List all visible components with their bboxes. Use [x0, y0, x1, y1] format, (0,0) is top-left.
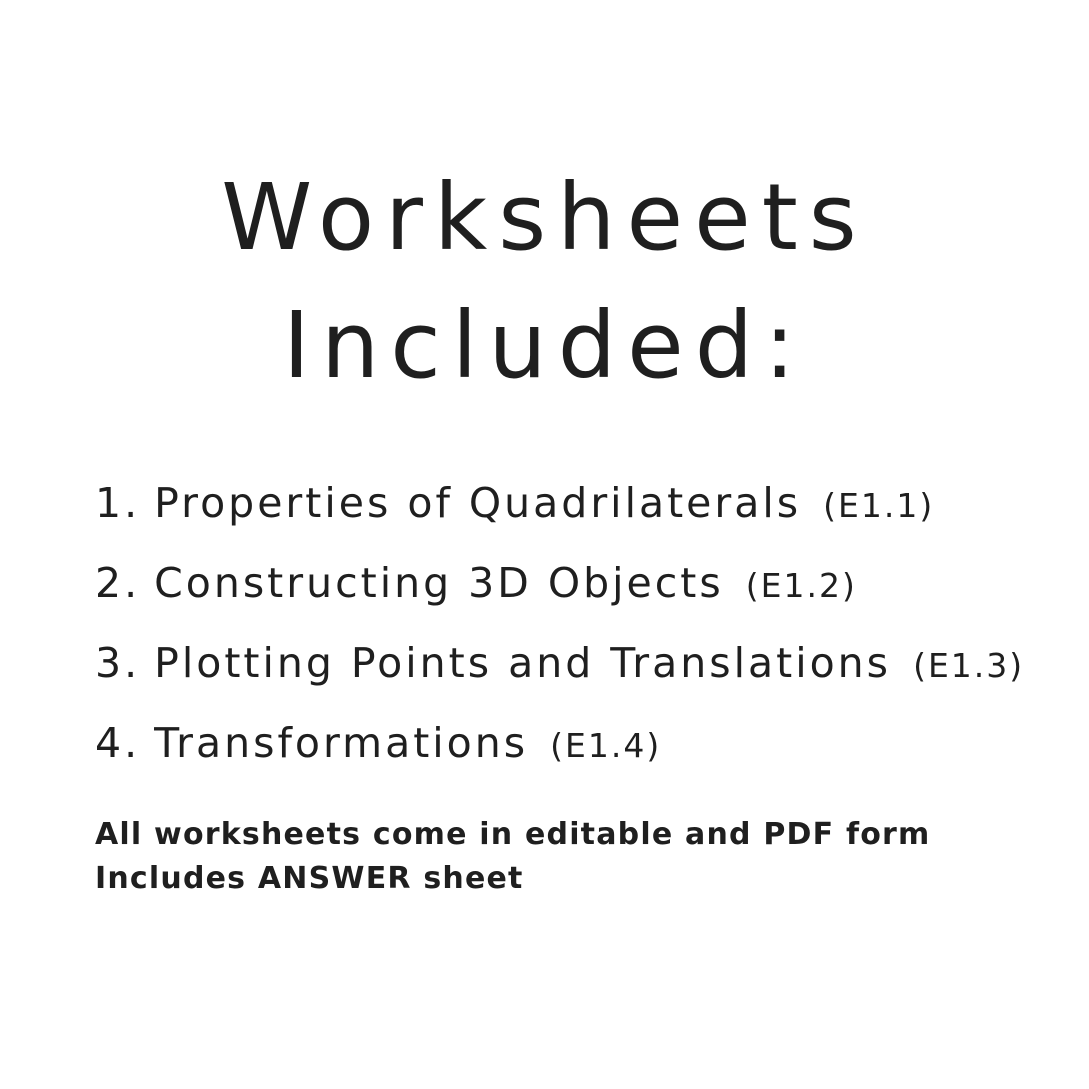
item-name: Plotting Points and Translations [154, 639, 892, 687]
item-number: 4. [95, 719, 141, 767]
list-item [95, 718, 1024, 798]
editable-note: All worksheets come in editable and PDF form [95, 817, 931, 852]
item-number: 2. [95, 559, 141, 607]
item-number: 1. [95, 479, 141, 527]
item-name: Properties of Quadrilaterals [154, 479, 802, 527]
item-code: (E1.1) [823, 486, 935, 525]
page-title-line-2: Included: [282, 292, 807, 399]
notes [95, 813, 930, 901]
item-number: 3. [95, 639, 141, 687]
item-name: Transformations [154, 719, 529, 767]
answer-sheet-note: Includes ANSWER sheet [95, 861, 524, 896]
list-item [95, 558, 1024, 638]
item-code: (E1.4) [550, 726, 662, 765]
list-item [95, 478, 1024, 558]
page-title-line-1: Worksheets [221, 164, 868, 271]
item-code: (E1.2) [745, 566, 857, 605]
item-code: (E1.3) [913, 646, 1025, 685]
list-item [95, 638, 1024, 718]
worksheet-list [95, 478, 1024, 798]
item-name: Constructing 3D Objects [154, 559, 724, 607]
